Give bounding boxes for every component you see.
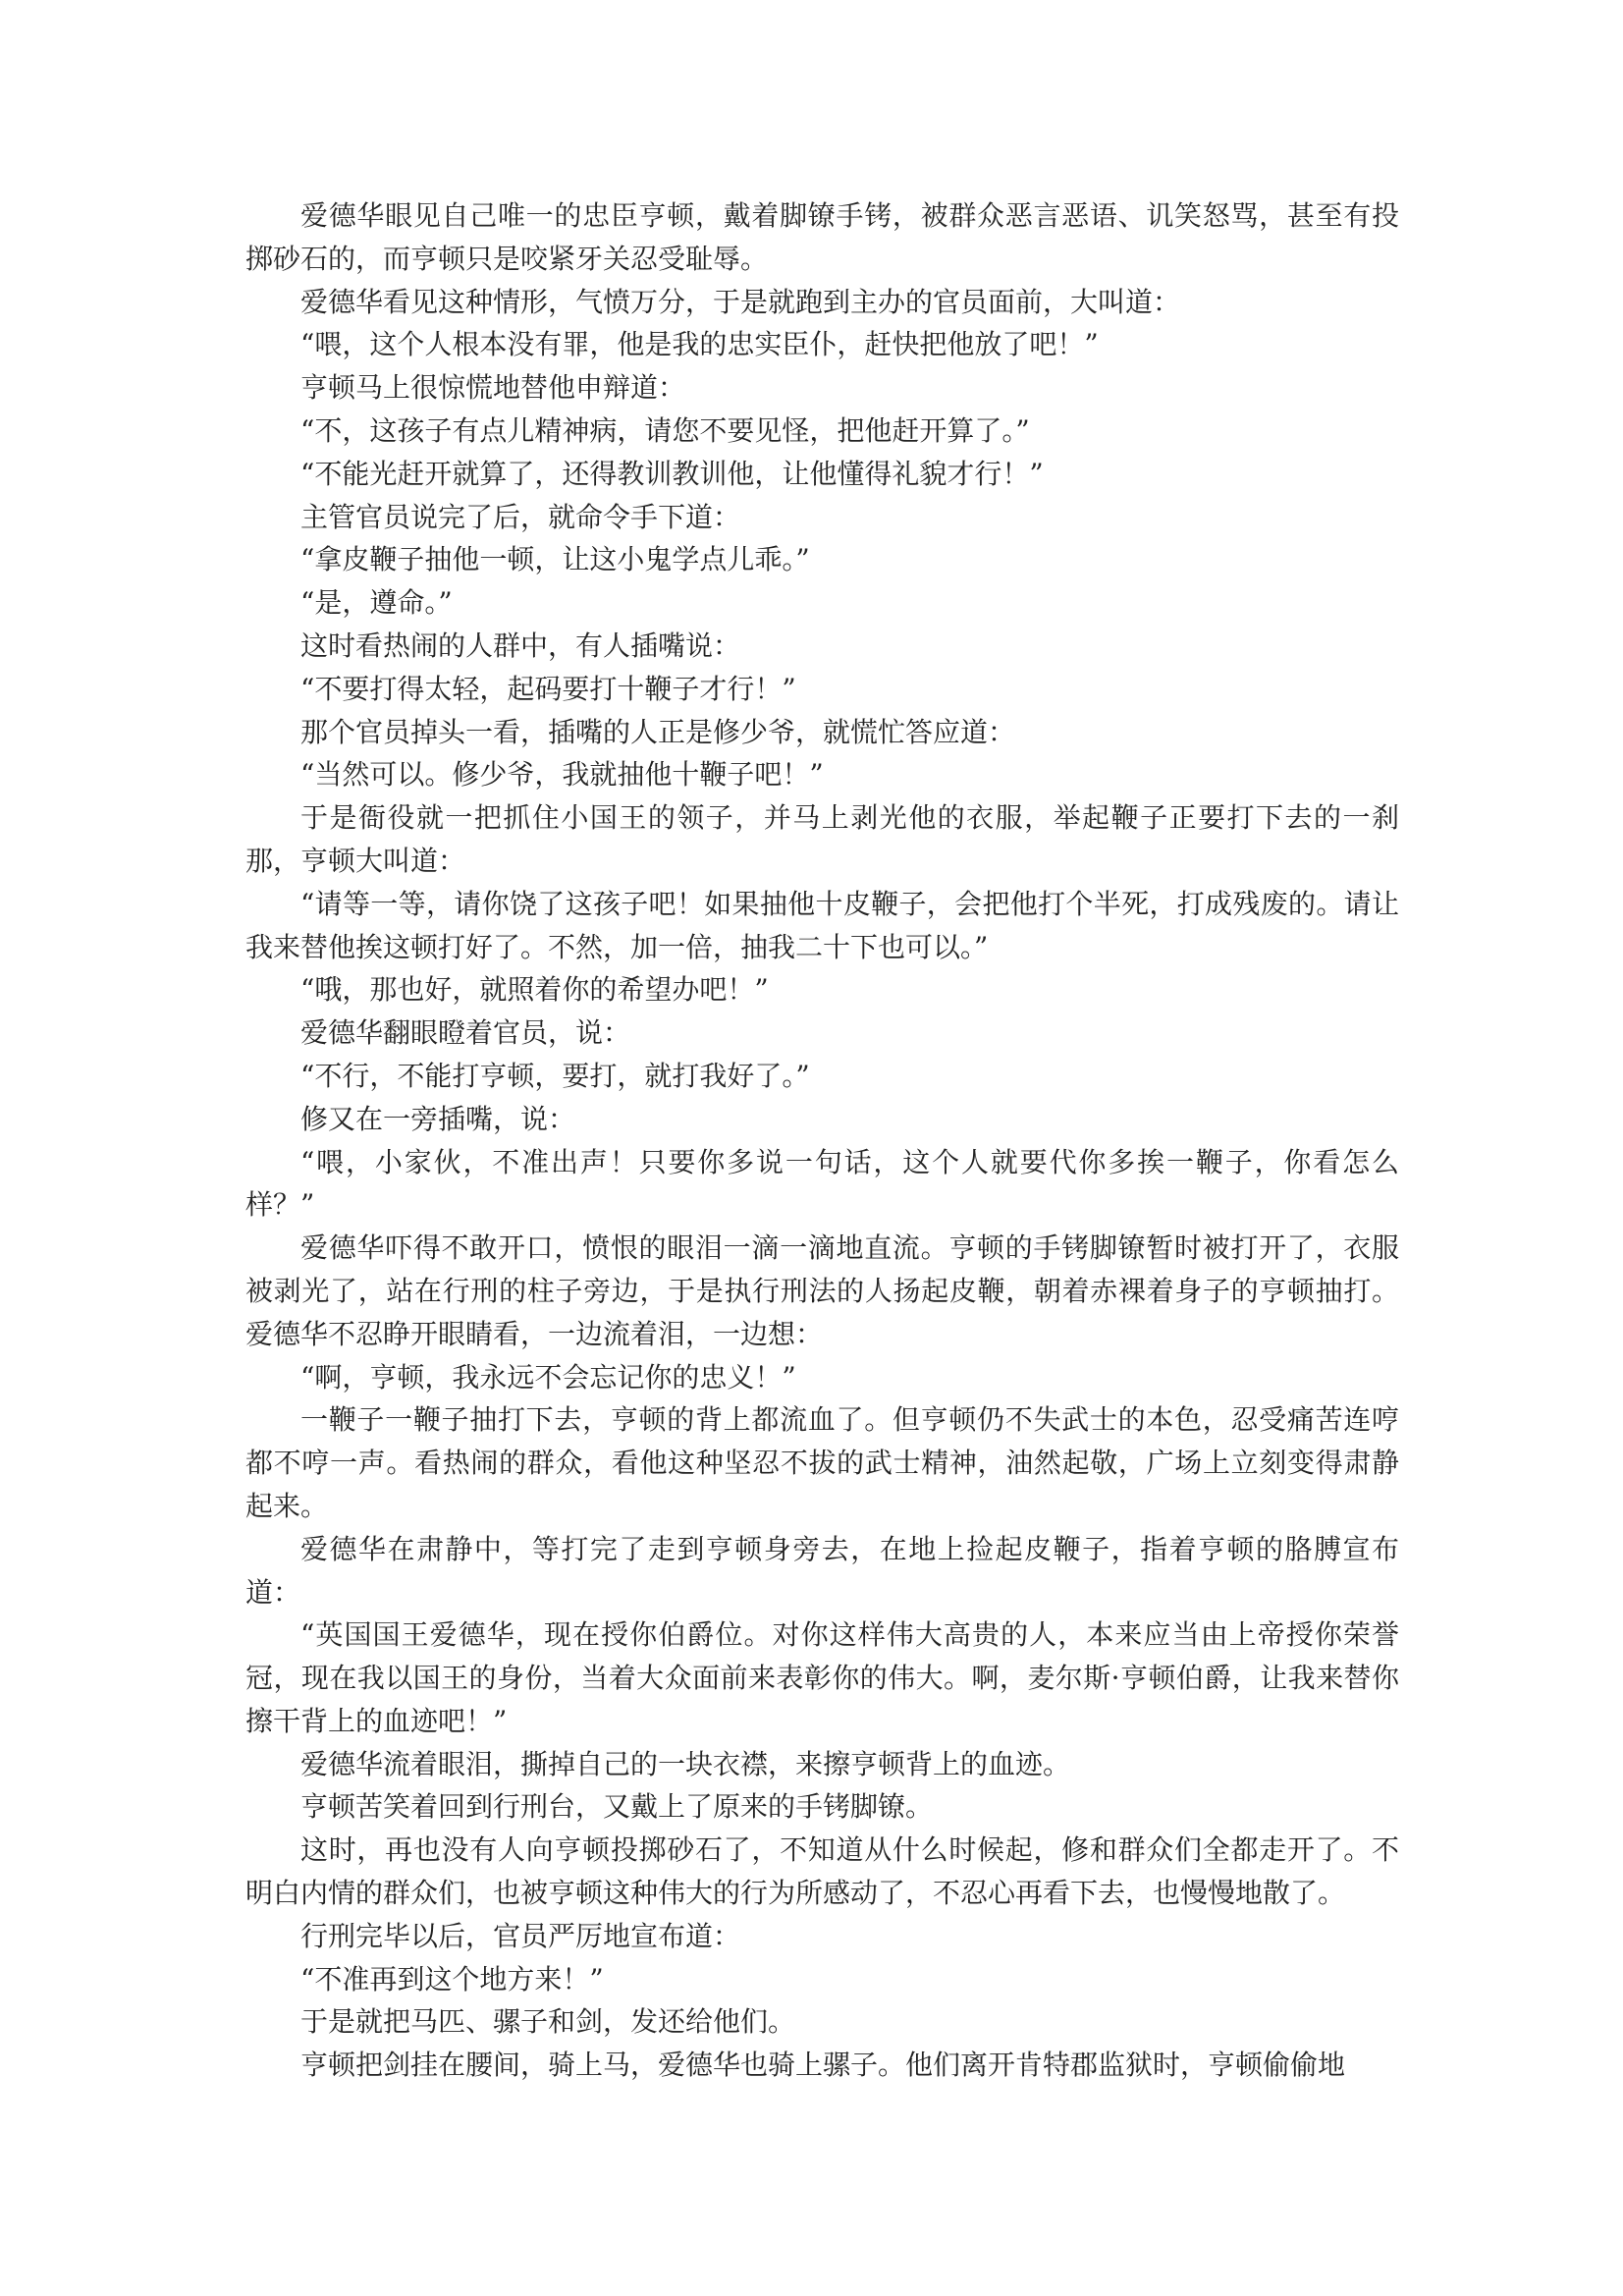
paragraph: 亨顿苦笑着回到行刑台，又戴上了原来的手铐脚镣。: [300, 1790, 934, 1824]
document-page: [245, 194, 1399, 2087]
paragraph: 爱德华翻眼瞪着官员，说：: [300, 1016, 631, 1050]
paragraph: 一鞭子一鞭子抽打下去，亨顿的背上都流血了。但亨顿仍不失武士的本色，忍受痛苦连哼都不哼一声。看热闹的群众，看他这种坚忍不拔的武士精神，油然起敬，广场上立刻变得肃静起来。: [245, 1403, 1399, 1522]
paragraph: “喂，小家伙，不准出声！只要你多说一句话，这个人就要代你多挨一鞭子，你看怎么样？”: [245, 1145, 1399, 1222]
paragraph: 这时，再也没有人向亨顿投掷砂石了，不知道从什么时候起，修和群众们全都走开了。不明白内情的群众们，也被亨顿这种伟大的行为所感动了，不忍心再看下去，也慢慢地散了。: [245, 1833, 1399, 1910]
paragraph: “是，遵命。”: [300, 586, 453, 620]
paragraph: 爱德华看见这种情形，气愤万分，于是就跑到主办的官员面前，大叫道：: [300, 285, 1181, 318]
paragraph: 这时看热闹的人群中，有人插嘴说：: [300, 629, 741, 662]
paragraph: 行刑完毕以后，官员严厉地宣布道：: [300, 1919, 741, 1952]
paragraph: 亨顿把剑挂在腰间，骑上马，爱德华也骑上骡子。他们离开肯特郡监狱时，亨顿偷偷地: [300, 2049, 1346, 2082]
paragraph: 那个官员掉头一看，插嘴的人正是修少爷，就慌忙答应道：: [300, 715, 1016, 748]
paragraph: “啊，亨顿，我永远不会忘记你的忠义！”: [300, 1360, 796, 1394]
paragraph: 修又在一旁插嘴，说：: [300, 1102, 576, 1135]
paragraph: “喂，这个人根本没有罪，他是我的忠实臣仆，赶快把他放了吧！”: [300, 328, 1099, 361]
paragraph: 爱德华吓得不敢开口，愤恨的眼泪一滴一滴地直流。亨顿的手铐脚镣暂时被打开了，衣服被剥光了，站在行刑的柱子旁边，于是执行刑法的人扬起皮鞭，朝着赤裸着身子的亨顿抽打。爱德华不忍睁开眼睛看，一边流着泪，一边想：: [245, 1231, 1399, 1350]
paragraph: 爱德华在肃静中，等打完了走到亨顿身旁去，在地上捡起皮鞭子，指着亨顿的胳膊宣布道：: [245, 1532, 1399, 1609]
paragraph: 主管官员说完了后，就命令手下道：: [300, 500, 741, 533]
paragraph: “英国国王爱德华，现在授你伯爵位。对你这样伟大高贵的人，本来应当由上帝授你荣誉冠，现在我以国王的身份，当着大众面前来表彰你的伟大。啊，麦尔斯·亨顿伯爵，让我来替你擦干背上的血迹吧！”: [245, 1618, 1399, 1737]
paragraph: “请等一等，请你饶了这孩子吧！如果抽他十皮鞭子，会把他打个半死，打成残废的。请让我来替他挨这顿打好了。不然，加一倍，抽我二十下也可以。”: [245, 887, 1399, 963]
paragraph: “当然可以。修少爷，我就抽他十鞭子吧！”: [300, 758, 824, 792]
paragraph: 于是衙役就一把抓住小国王的领子，并马上剥光他的衣服，举起鞭子正要打下去的一刹那，亨顿大叫道：: [245, 801, 1399, 877]
paragraph: “不行，不能打亨顿，要打，就打我好了。”: [300, 1059, 810, 1092]
paragraph: “拿皮鞭子抽他一顿，让这小鬼学点儿乖。”: [300, 543, 810, 576]
paragraph: “哦，那也好，就照着你的希望办吧！”: [300, 973, 769, 1007]
paragraph: 于是就把马匹、骡子和剑，发还给他们。: [300, 2005, 796, 2039]
paragraph: 爱德华流着眼泪，撕掉自己的一块衣襟，来擦亨顿背上的血迹。: [300, 1747, 1071, 1780]
paragraph: 爱德华眼见自己唯一的忠臣亨顿，戴着脚镣手铐，被群众恶言恶语、讥笑怒骂，甚至有投掷砂石的，而亨顿只是咬紧牙关忍受耻辱。: [245, 199, 1399, 275]
paragraph: “不准再到这个地方来！”: [300, 1962, 604, 1995]
paragraph: “不能光赶开就算了，还得教训教训他，让他懂得礼貌才行！”: [300, 457, 1044, 490]
paragraph: 亨顿马上很惊慌地替他申辩道：: [300, 371, 686, 405]
paragraph: “不，这孩子有点儿精神病，请您不要见怪，把他赶开算了。”: [300, 413, 1030, 447]
paragraph: “不要打得太轻，起码要打十鞭子才行！”: [300, 672, 796, 705]
